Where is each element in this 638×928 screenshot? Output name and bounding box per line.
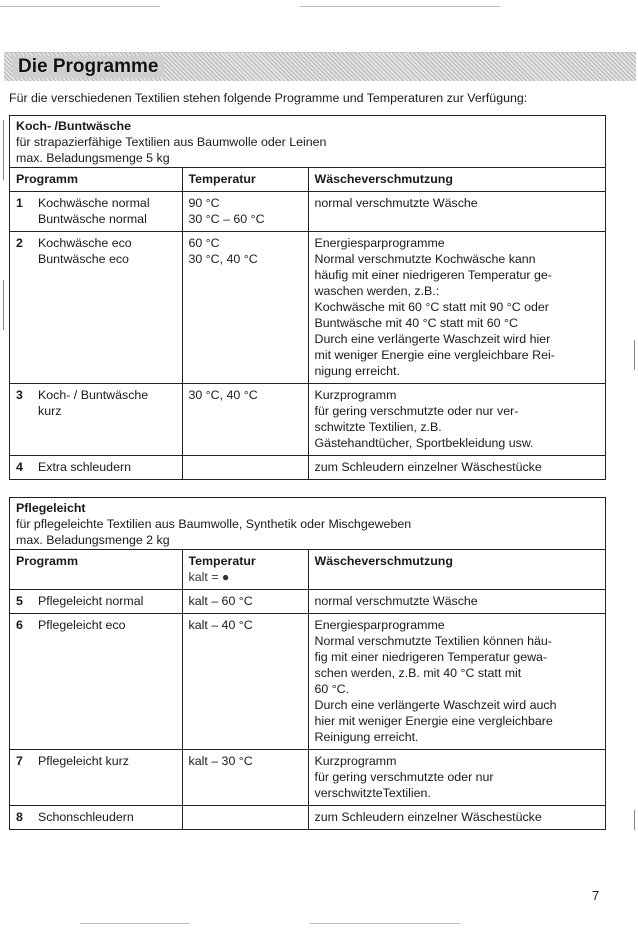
soiling-line: schen werden, z.B. mit 40 °C statt mit	[314, 666, 522, 680]
soiling-cell	[308, 456, 605, 480]
program-name-line: Buntwäsche normal	[38, 212, 147, 226]
temperature-line	[189, 459, 302, 475]
margin-mark	[634, 810, 635, 830]
program-name-line: kurz	[38, 404, 62, 418]
soiling-line: Durch eine verlängerte Waschzeit wird auch	[314, 698, 557, 712]
temperature-cell	[182, 384, 308, 456]
program-name-line: Kochwäsche eco	[38, 236, 132, 250]
program-name	[38, 753, 129, 769]
section-title: Pflegeleicht	[16, 501, 86, 515]
temperature-line: 60 °C	[188, 236, 220, 250]
soiling-line: häufig mit einer niedrigeren Temperatur ge-	[314, 268, 552, 282]
temperature-cell	[182, 614, 308, 750]
margin-mark	[3, 120, 4, 180]
section-description: für strapazierfähige Textilien aus Baumwolle oder Leinen	[16, 135, 327, 149]
soiling-cell	[308, 806, 605, 830]
program-name-line: Kochwäsche normal	[38, 196, 150, 210]
program-name	[38, 593, 143, 609]
soiling-line: schwitzte Textilien, z.B.	[314, 420, 442, 434]
margin-mark	[634, 340, 635, 370]
program-cell	[10, 384, 182, 456]
soiling-cell	[308, 384, 605, 456]
soiling-line: hier mit weniger Energie eine vergleichbare	[314, 714, 553, 728]
col-header-soiling: Wäscheverschmutzung	[308, 168, 605, 192]
program-cell	[10, 614, 182, 750]
soiling-line: Normal verschmutzte Textilien können häu-	[314, 634, 552, 648]
program-number: 2	[16, 236, 23, 250]
temperature-cell	[182, 192, 308, 232]
scan-line	[310, 923, 460, 924]
program-number: 3	[16, 388, 23, 402]
program-name-line: Extra schleudern	[38, 460, 131, 474]
program-name	[38, 809, 134, 825]
soiling-line: Energiesparprogramme	[314, 618, 445, 632]
table-row	[10, 456, 605, 480]
table-row	[10, 384, 605, 456]
program-number: 6	[16, 618, 23, 632]
soiling-line: Normal verschmutzte Kochwäsche kann	[314, 252, 536, 266]
scan-line	[300, 6, 500, 7]
soiling-cell	[308, 192, 605, 232]
soiling-line: Energiesparprogramme	[314, 236, 445, 250]
temperature-cell	[182, 456, 308, 480]
soiling-line: nigung erreicht.	[314, 364, 400, 378]
temperature-cold-note: kalt = ●	[188, 570, 230, 584]
page-number: 7	[592, 888, 600, 903]
temperature-cell	[182, 750, 308, 806]
table-header-row	[10, 550, 605, 590]
section-load: max. Beladungsmenge 2 kg	[16, 533, 170, 547]
temperature-header-label: Temperatur	[188, 554, 256, 568]
col-header-temperature	[182, 550, 308, 590]
soiling-line: zum Schleudern einzelner Wäschestücke	[314, 810, 542, 824]
intro-text: Für die verschiedenen Textilien stehen folgende Programme und Temperaturen zur Verfügung:	[9, 91, 528, 105]
temperature-cell	[182, 806, 308, 830]
table-row	[10, 192, 605, 232]
soiling-line: normal verschmutzte Wäsche	[314, 196, 478, 210]
soiling-line: 60 °C.	[314, 682, 350, 696]
program-name-line: Pflegeleicht kurz	[38, 754, 129, 768]
temperature-line: 30 °C, 40 °C	[188, 388, 258, 402]
program-name-line: Buntwäsche eco	[38, 252, 129, 266]
col-header-program: Programm	[10, 550, 182, 590]
soiling-line: Buntwäsche mit 40 °C statt mit 60 °C	[314, 316, 518, 330]
program-table	[10, 550, 605, 829]
temperature-line: kalt – 60 °C	[188, 594, 253, 608]
section-header	[10, 498, 605, 550]
temperature-line	[189, 809, 302, 825]
temperature-line: 30 °C – 60 °C	[188, 212, 265, 226]
soiling-line: normal verschmutzte Wäsche	[314, 594, 478, 608]
program-name	[38, 617, 125, 633]
scan-line	[0, 6, 160, 7]
section-title: Koch- /Buntwäsche	[16, 119, 131, 133]
soiling-cell	[308, 750, 605, 806]
table-row	[10, 614, 605, 750]
program-table	[10, 168, 605, 479]
program-number: 8	[16, 810, 23, 824]
heading-band	[4, 52, 636, 81]
table-header-row	[10, 168, 605, 192]
program-name	[38, 387, 148, 419]
scan-line	[80, 923, 190, 924]
section-header	[10, 116, 605, 168]
soiling-line: verschwitzteTextilien.	[314, 786, 431, 800]
soiling-line: fig mit einer niedrigeren Temperatur gewa-	[314, 650, 548, 664]
soiling-line: Kurzprogramm	[314, 388, 397, 402]
temperature-line: kalt – 30 °C	[188, 754, 253, 768]
section-description: für pflegeleichte Textilien aus Baumwolle, Synthetik oder Mischgeweben	[16, 517, 412, 531]
table-row	[10, 806, 605, 830]
program-cell	[10, 590, 182, 614]
table-row	[10, 750, 605, 806]
col-header-temperature: Temperatur	[182, 168, 308, 192]
program-cell	[10, 806, 182, 830]
program-cell	[10, 456, 182, 480]
program-number: 1	[16, 196, 23, 210]
program-name-line: Pflegeleicht eco	[38, 618, 126, 632]
program-name	[38, 195, 150, 227]
soiling-line: waschen werden, z.B.:	[314, 284, 440, 298]
soiling-line: Kochwäsche mit 60 °C statt mit 90 °C oder	[314, 300, 549, 314]
program-name	[38, 235, 132, 267]
margin-mark	[3, 280, 4, 330]
table-row	[10, 590, 605, 614]
soiling-line: zum Schleudern einzelner Wäschestücke	[314, 460, 542, 474]
soiling-line: Kurzprogramm	[314, 754, 397, 768]
section-load: max. Beladungsmenge 5 kg	[16, 151, 170, 165]
temperature-line: 90 °C	[188, 196, 220, 210]
col-header-soiling: Wäscheverschmutzung	[308, 550, 605, 590]
section-pflegeleicht	[9, 497, 606, 830]
soiling-cell	[308, 590, 605, 614]
page-title: Die Programme	[12, 56, 164, 78]
section-koch-buntwaesche	[9, 115, 606, 480]
program-cell	[10, 750, 182, 806]
temperature-cell	[182, 232, 308, 384]
program-name-line: Pflegeleicht normal	[38, 594, 144, 608]
program-cell	[10, 232, 182, 384]
program-name-line: Koch- / Buntwäsche	[38, 388, 149, 402]
soiling-line: für gering verschmutzte oder nur	[314, 770, 494, 784]
soiling-cell	[308, 232, 605, 384]
program-number: 5	[16, 594, 23, 608]
soiling-line: Durch eine verlängerte Waschzeit wird hier	[314, 332, 551, 346]
soiling-line: Gästehandtücher, Sportbekleidung usw.	[314, 436, 534, 450]
temperature-cell	[182, 590, 308, 614]
program-name-line: Schonschleudern	[38, 810, 134, 824]
soiling-line: für gering verschmutzte oder nur ver-	[314, 404, 519, 418]
program-cell	[10, 192, 182, 232]
program-name	[38, 459, 131, 475]
col-header-program: Programm	[10, 168, 182, 192]
temperature-line: 30 °C, 40 °C	[188, 252, 258, 266]
table-row	[10, 232, 605, 384]
temperature-line: kalt – 40 °C	[188, 618, 253, 632]
program-number: 7	[16, 754, 23, 768]
program-number: 4	[16, 460, 23, 474]
soiling-line: Reinigung erreicht.	[314, 730, 419, 744]
soiling-cell	[308, 614, 605, 750]
soiling-line: mit weniger Energie eine vergleichbare Rei-	[314, 348, 555, 362]
